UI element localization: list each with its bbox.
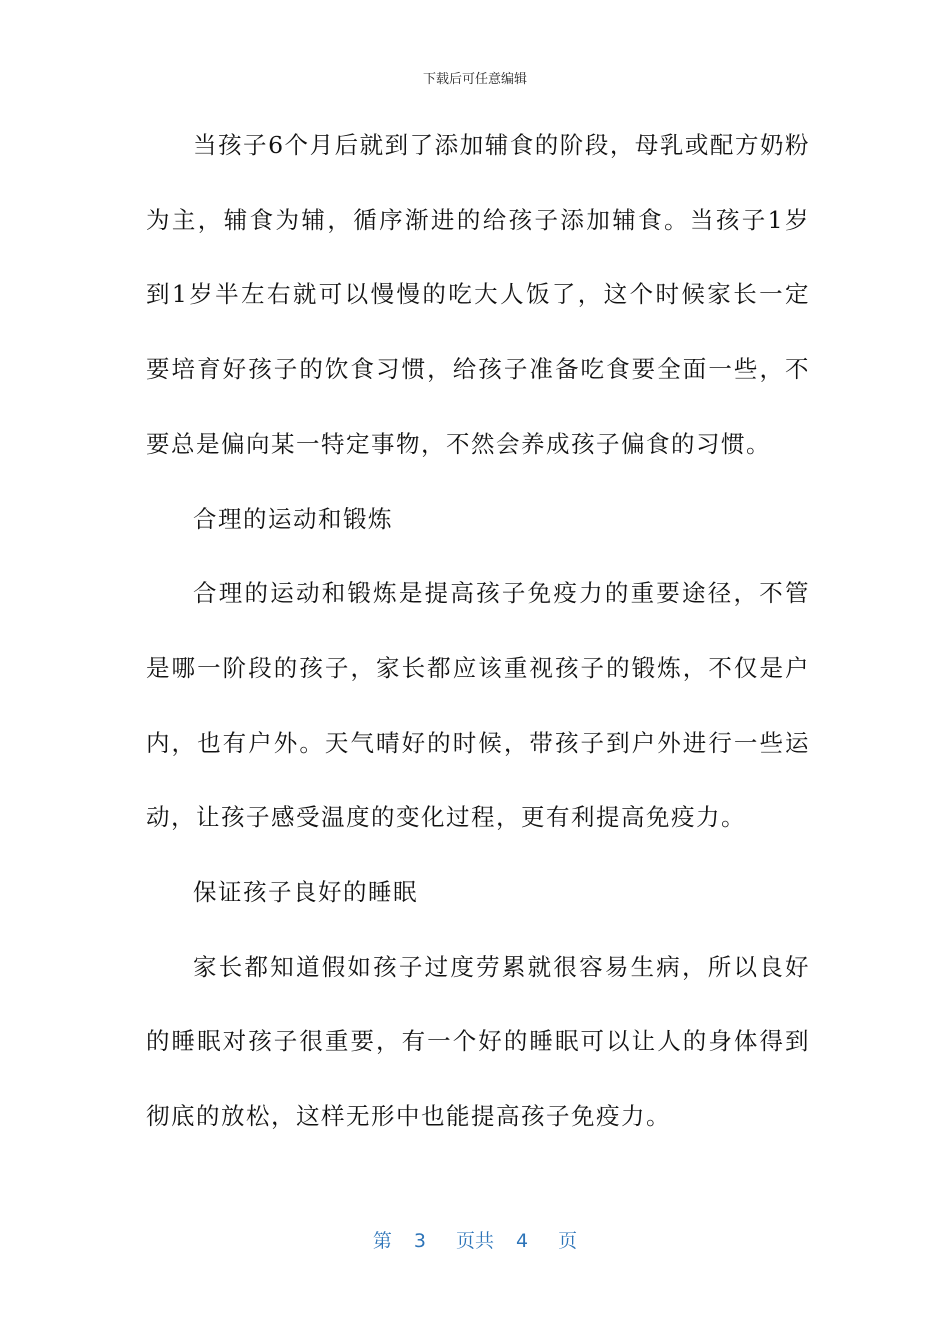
section-heading-sleep: 保证孩子良好的睡眠 <box>193 878 418 907</box>
paragraph-exercise: 合理的运动和锻炼是提高孩子免疫力的重要途径，不管是哪一阶段的孩子，家长都应该重视孩子的锻炼，不仅是户内，也有户外。天气晴好的时候，带孩子到户外进行一些运动，让孩子感受温度的变化过程，更有利提高免疫力。 <box>146 579 810 832</box>
paragraph-complementary-food: 当孩子6个月后就到了添加辅食的阶段，母乳或配方奶粉为主，辅食为辅，循序渐进的给孩子添加辅食。当孩子1岁到1岁半左右就可以慢慢的吃大人饭了，这个时候家长一定要培育好孩子的饮食习惯，给孩子准备吃食要全面一些，不要总是偏向某一特定事物，不然会养成孩子偏食的习惯。 <box>146 131 810 458</box>
document-body <box>146 108 810 1154</box>
footer-current-page: 3 <box>413 1230 426 1252</box>
footer-middle: 页共 <box>455 1230 494 1252</box>
footer-total-pages: 4 <box>516 1230 529 1252</box>
section-heading-exercise: 合理的运动和锻炼 <box>193 504 393 533</box>
footer-suffix: 页 <box>558 1230 578 1252</box>
footer-prefix: 第 <box>372 1230 392 1252</box>
paragraph-sleep: 家长都知道假如孩子过度劳累就很容易生病，所以良好的睡眠对孩子很重要，有一个好的睡眠可以让人的身体得到彻底的放松，这样无形中也能提高孩子免疫力。 <box>146 952 810 1131</box>
page-footer <box>0 1226 950 1253</box>
header-note: 下载后可任意编辑 <box>422 72 527 87</box>
